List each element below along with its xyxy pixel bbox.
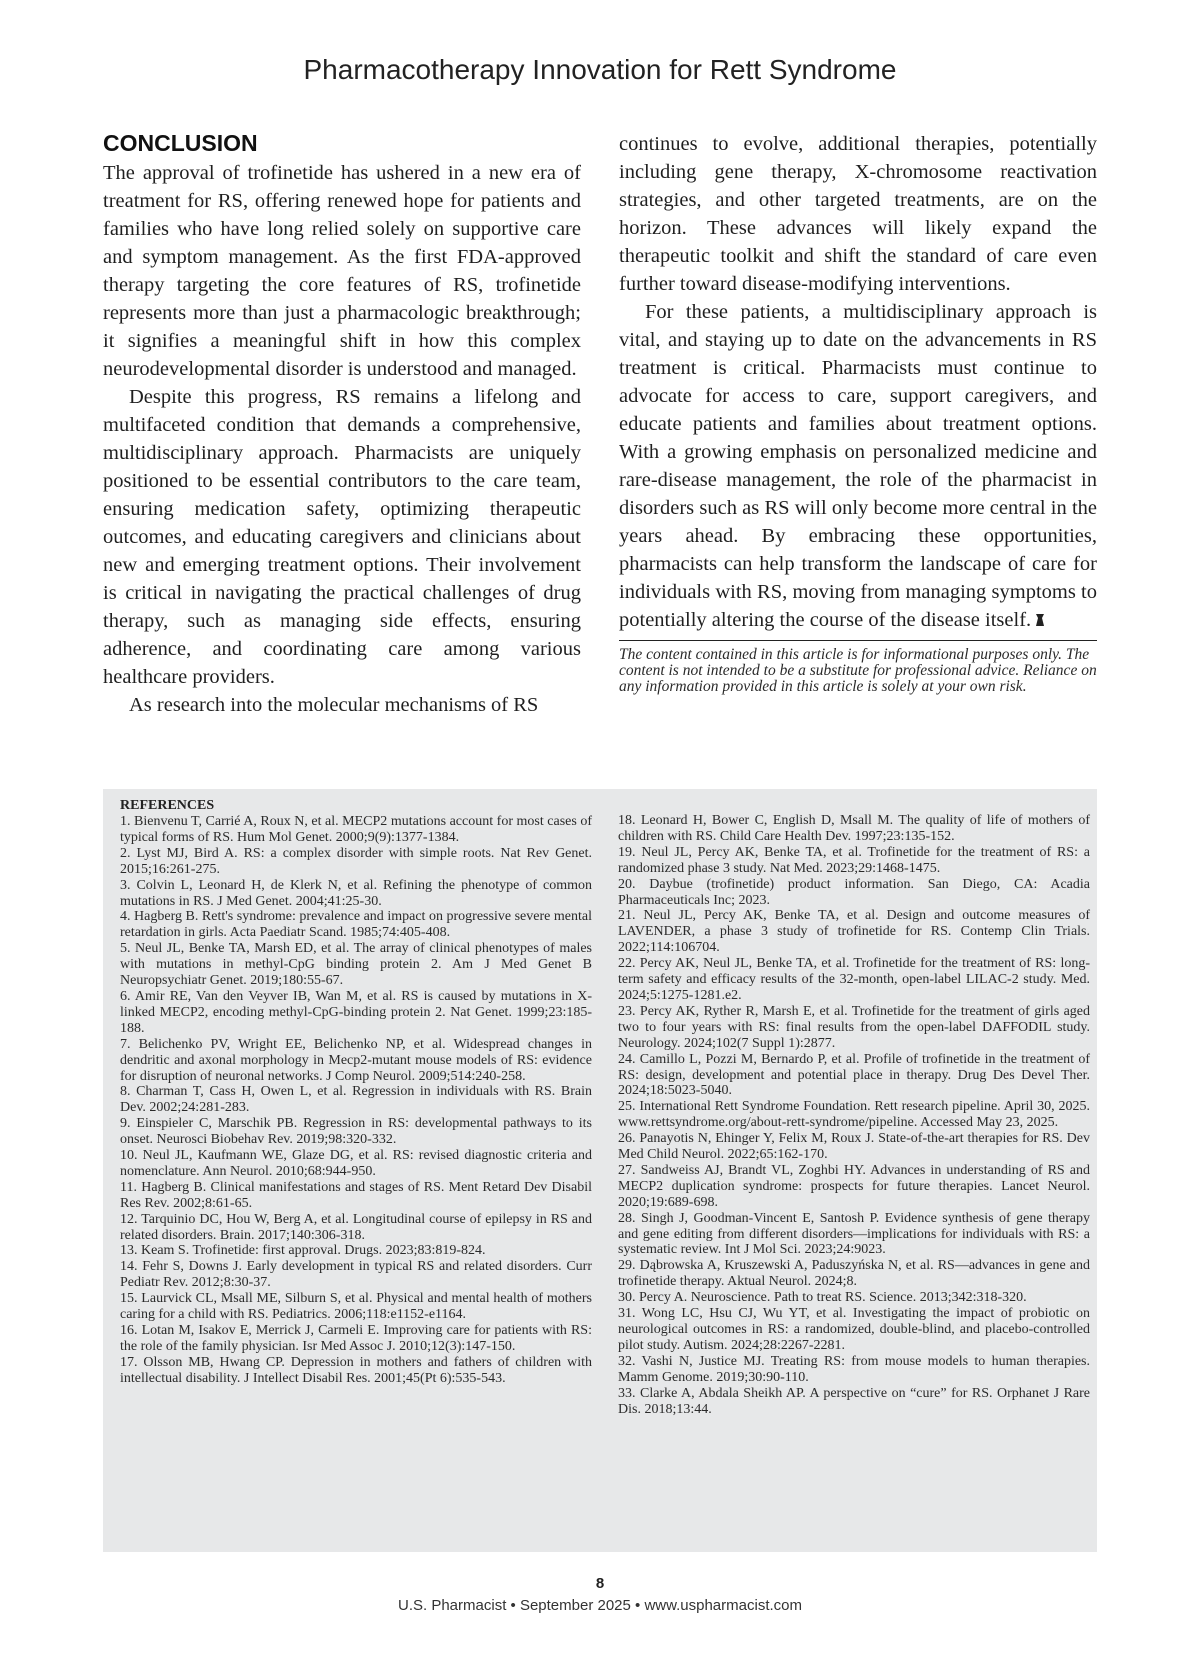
reference-item: 23. Percy AK, Ryther R, Marsh E, et al. Trofinetide for the treatment of girls aged two to four years with RS: final results from the open-label DAFFODIL study. Neurology. 2024;102(7 Suppl 1):2877. — [618, 1003, 1090, 1051]
article-column-right — [619, 130, 1097, 695]
page-number: 8 — [595, 1575, 605, 1592]
reference-item: 29. Dąbrowska A, Kruszewski A, Paduszyńska N, et al. RS—advances in gene and trofinetide therapy. Aktual Neurol. 2024;8. — [618, 1258, 1090, 1290]
reference-item: 5. Neul JL, Benke TA, Marsh ED, et al. The array of clinical phenotypes of males with mutations in methyl-CpG binding protein 2. Am J Med Genet B Neuropsychiatr Genet. 2019;180:55-67. — [120, 941, 592, 989]
references-column-left — [120, 797, 592, 1387]
reference-item: 4. Hagberg B. Rett's syndrome: prevalence and impact on progressive severe mental retardation in girls. Acta Paediatr Scand. 1985;74:405-408. — [120, 909, 592, 941]
reference-item: 28. Singh J, Goodman-Vincent E, Santosh P. Evidence synthesis of gene therapy and gene editing from different disorders—implications for individuals with RS: a systematic review. Int J Mol Sci. 2023;24:9023. — [618, 1210, 1090, 1258]
reference-item: 24. Camillo L, Pozzi M, Bernardo P, et al. Profile of trofinetide in the treatment of RS: design, development and potential place in therapy. Drug Des Devel Ther. 2024;18:5023-5040. — [618, 1051, 1090, 1099]
reference-item: 16. Lotan M, Isakov E, Merrick J, Carmeli E. Improving care for patients with RS: the role of the family physician. Isr Med Assoc J. 2010;12(3):147-150. — [120, 1323, 592, 1354]
reference-item: 19. Neul JL, Percy AK, Benke TA, et al. Trofinetide for the treatment of RS: a randomized phase 3 study. Nat Med. 2023;29:1468-1475. — [618, 844, 1090, 876]
body-paragraph: Despite this progress, RS remains a lifelong and multifaceted condition that demands a comprehensive, multidisciplinary approach. Pharmacists are uniquely positioned to be essential contributors to the care team, ensuring medication safety, optimizing therapeutic outcomes, and educating caregivers and clinicians about new and emerging treatment options. Their involvement is critical in navigating the practical challenges of drug therapy, such as managing side effects, ensuring adherence, and coordinating care among various healthcare providers. — [103, 386, 581, 688]
reference-item: 14. Fehr S, Downs J. Early development in typical RS and related disorders. Curr Pediatr Rev. 2012;8:30-37. — [120, 1259, 592, 1291]
reference-item: 27. Sandweiss AJ, Brandt VL, Zoghbi HY. Advances in understanding of RS and MECP2 duplication syndrome: prospects for future therapies. Lancet Neurol. 2020;19:689-698. — [618, 1162, 1090, 1210]
reference-item: 12. Tarquinio DC, Hou W, Berg A, et al. Longitudinal course of epilepsy in RS and related disorders. Brain. 2017;140:306-318. — [120, 1211, 592, 1243]
end-of-article-icon — [1035, 613, 1045, 627]
body-paragraph: The approval of trofinetide has ushered in a new era of treatment for RS, offering renewed hope for patients and families who have long relied solely on supportive care and symptom management. As the first FDA-approved therapy targeting the core features of RS, trofinetide represents more than just a pharmacologic breakthrough; it signifies a meaningful shift in how this complex neurodevelopmental disorder is understood and managed. — [103, 162, 581, 380]
references-heading: REFERENCES — [120, 798, 215, 813]
reference-item: 8. Charman T, Cass H, Owen L, et al. Regression in individuals with RS. Brain Dev. 2002;24:281-283. — [120, 1084, 592, 1116]
reference-item: 22. Percy AK, Neul JL, Benke TA, et al. Trofinetide for the treatment of RS: long-term safety and efficacy results of the 32-month, open-label LILAC-2 study. Med. 2024;5:1275-1281.e2. — [618, 956, 1090, 1003]
body-paragraph-text: For these patients, a multidisciplinary approach is vital, and staying up to date on the advancements in RS treatment is critical. Pharmacists must continue to advocate for access to care, support caregivers, and educate patients and families about treatment options. With a growing emphasis on personalized medicine and rare-disease management, the role of the pharmacist in disorders such as RS will only become more central in the years ahead. By embracing these opportunities, pharmacists can help transform the landscape of care for individuals with RS, moving from managing symptoms to potentially altering the course of the disease itself. — [619, 301, 1097, 631]
reference-item: 31. Wong LC, Hsu CJ, Wu YT, et al. Investigating the impact of probiotic on neurological outcomes in RS: a randomized, double-blind, and placebo-controlled pilot study. Autism. 2024;28:2267-2281. — [618, 1306, 1090, 1353]
reference-item: 1. Bienvenu T, Carrié A, Roux N, et al. MECP2 mutations account for most cases of typical forms of RS. Hum Mol Genet. 2000;9(9):1377-1384. — [120, 814, 592, 845]
reference-item: 32. Vashi N, Justice MJ. Treating RS: from mouse models to human therapies. Mamm Genome. 2019;30:90-110. — [618, 1353, 1090, 1385]
body-paragraph — [619, 298, 1097, 634]
reference-item: 33. Clarke A, Abdala Sheikh AP. A perspective on “cure” for RS. Orphanet J Rare Dis. 2018;13:44. — [618, 1385, 1090, 1417]
reference-item: 21. Neul JL, Percy AK, Benke TA, et al. Design and outcome measures of LAVENDER, a phase 3 study of trofinetide for RS. Contemp Clin Trials. 2022;114:106704. — [618, 908, 1090, 956]
reference-item: 6. Amir RE, Van den Veyver IB, Wan M, et al. RS is caused by mutations in X-linked MECP2, encoding methyl-CpG-binding protein 2. Nat Genet. 1999;23:185-188. — [120, 988, 592, 1036]
section-heading: CONCLUSION — [103, 130, 258, 156]
reference-item: 10. Neul JL, Kaufmann WE, Glaze DG, et al. RS: revised diagnostic criteria and nomenclature. Ann Neurol. 2010;68:944-950. — [120, 1148, 592, 1179]
running-title: Pharmacotherapy Innovation for Rett Syndrome — [303, 54, 897, 85]
reference-item: 13. Keam S. Trofinetide: first approval. Drugs. 2023;83:819-824. — [120, 1243, 486, 1259]
disclaimer: The content contained in this article is for informational purposes only. The content is not intended to be a substitute for professional advice. Reliance on any information provided in this article is solely at your own risk. — [619, 640, 1097, 695]
references-column-right — [618, 813, 1090, 1417]
reference-item: 11. Hagberg B. Clinical manifestations and stages of RS. Ment Retard Dev Disabil Res Rev. 2002;8:61-65. — [120, 1179, 592, 1211]
body-paragraph-continued: continues to evolve, additional therapies, potentially including gene therapy, X-chromosome reactivation strategies, and other targeted treatments, are on the horizon. These advances will likely expand the therapeutic toolkit and shift the standard of care even further toward disease-modifying interventions. — [619, 133, 1097, 295]
reference-item: 17. Olsson MB, Hwang CP. Depression in mothers and fathers of children with intellectual disability. J Intellect Disabil Res. 2001;45(Pt 6):535-543. — [120, 1354, 592, 1386]
reference-item: 15. Laurvick CL, Msall ME, Silburn S, et al. Physical and mental health of mothers caring for a child with RS. Pediatrics. 2006;118:e1152-e1164. — [120, 1291, 592, 1323]
references-box — [103, 789, 1097, 1552]
reference-item: 25. International Rett Syndrome Foundation. Rett research pipeline. April 30, 2025. www.rettsyndrome.org/about-rett-syndrome/pipeline. Accessed May 23, 2025. — [618, 1099, 1090, 1131]
reference-item: 9. Einspieler C, Marschik PB. Regression in RS: developmental pathways to its onset. Neurosci Biobehav Rev. 2019;98:320-332. — [120, 1116, 592, 1148]
reference-item: 3. Colvin L, Leonard H, de Klerk N, et al. Refining the phenotype of common mutations in RS. J Med Genet. 2004;41:25-30. — [120, 877, 592, 909]
reference-item: 2. Lyst MJ, Bird A. RS: a complex disorder with simple roots. Nat Rev Genet. 2015;16:261-275. — [120, 845, 592, 877]
reference-item: 18. Leonard H, Bower C, English D, Msall M. The quality of life of mothers of children with RS. Child Care Health Dev. 1997;23:135-152. — [618, 813, 1090, 844]
body-paragraph: As research into the molecular mechanisms of RS — [129, 694, 539, 716]
reference-item: 20. Daybue (trofinetide) product information. San Diego, CA: Acadia Pharmaceuticals Inc; 2023. — [618, 876, 1090, 908]
publication-footer: U.S. Pharmacist • September 2025 • www.uspharmacist.com — [398, 1597, 802, 1614]
article-column-left — [103, 130, 581, 719]
reference-item: 26. Panayotis N, Ehinger Y, Felix M, Roux J. State-of-the-art therapies for RS. Dev Med Child Neurol. 2022;65:162-170. — [618, 1131, 1090, 1163]
reference-item: 7. Belichenko PV, Wright EE, Belichenko NP, et al. Widespread changes in dendritic and axonal morphology in Mecp2-mutant mouse models of RS: evidence for disruption of neuronal networks. J Comp Neurol. 2009;514:240-258. — [120, 1036, 592, 1084]
reference-item: 30. Percy A. Neuroscience. Path to treat RS. Science. 2013;342:318-320. — [618, 1290, 1027, 1306]
